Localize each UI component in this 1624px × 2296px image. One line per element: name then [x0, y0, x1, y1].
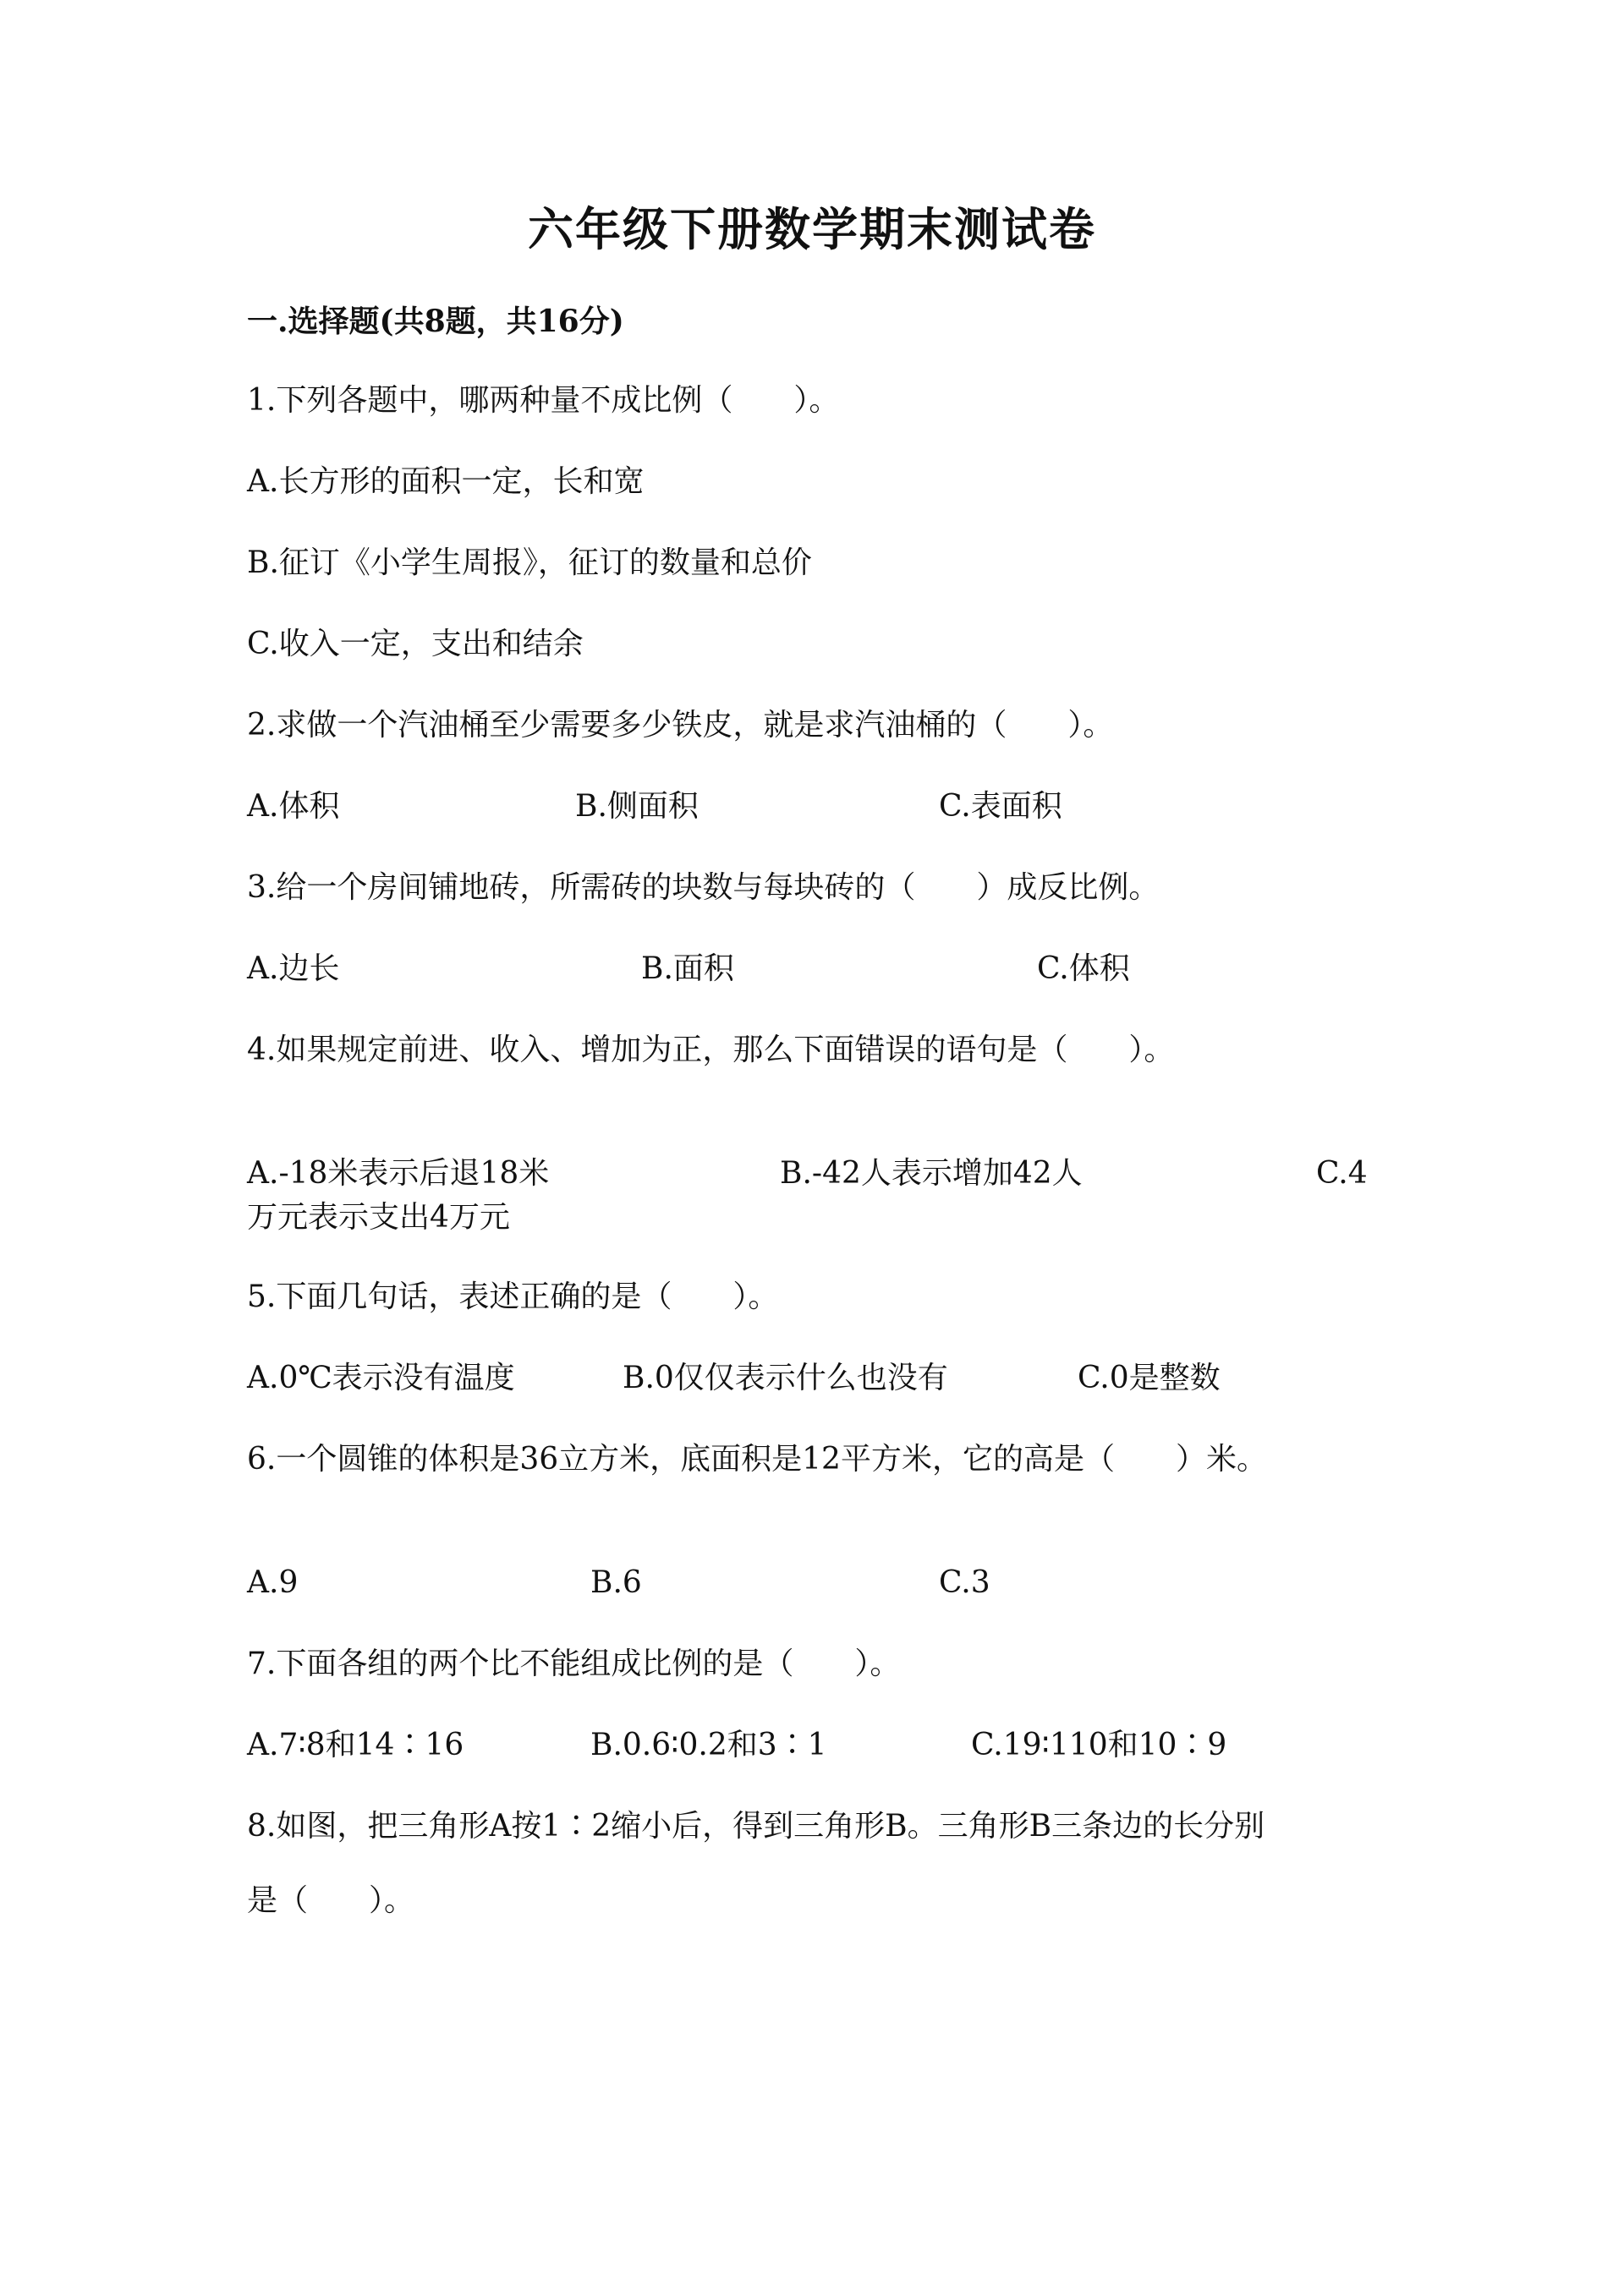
question-2-option-b: B.侧面积 — [575, 789, 699, 824]
question-4-option-b: B.-42人表示增加42人 — [780, 1156, 1083, 1191]
question-1-option-b: B.征订《小学生周报》，征订的数量和总价 — [247, 545, 812, 580]
question-7-stem: 7.下面各组的两个比不能组成比例的是（ ）。 — [247, 1647, 901, 1681]
question-3-option-c: C.体积 — [1037, 951, 1130, 986]
question-6-option-a: A.9 — [247, 1565, 299, 1600]
question-6-option-c: C.3 — [939, 1565, 990, 1600]
question-4-option-a: A.-18米表示后退18米 — [247, 1156, 550, 1191]
question-2-option-a: A.体积 — [247, 789, 340, 824]
question-7-option-c: C.19∶110和10∶9 — [971, 1728, 1227, 1762]
page-title: 六年级下册数学期末测试卷 — [528, 202, 1096, 256]
question-1-option-c: C.收入一定，支出和结余 — [247, 627, 584, 661]
question-8-stem-line-1: 8.如图，把三角形A按1∶2缩小后，得到三角形B。三角形B三条边的长分别 — [247, 1809, 1265, 1844]
question-2-stem: 2.求做一个汽油桶至少需要多少铁皮，就是求汽油桶的（ ）。 — [247, 708, 1114, 743]
question-7-option-a: A.7∶8和14∶16 — [247, 1728, 464, 1762]
question-3-option-b: B.面积 — [641, 951, 734, 986]
question-4-stem: 4.如果规定前进、收入、增加为正，那么下面错误的语句是（ ）。 — [247, 1033, 1175, 1067]
question-4-option-c-continued: 万元表示支出4万元 — [247, 1200, 510, 1235]
question-5-option-a: A.0℃表示没有温度 — [247, 1361, 515, 1395]
question-7-option-b: B.0.6∶0.2和3∶1 — [590, 1728, 827, 1762]
question-3-option-a: A.边长 — [247, 951, 340, 986]
question-5-option-c: C.0是整数 — [1078, 1361, 1221, 1395]
question-6-option-b: B.6 — [590, 1565, 642, 1600]
question-1-option-a: A.长方形的面积一定，长和宽 — [247, 464, 645, 499]
section-heading: 一.选择题(共8题，共16分) — [247, 304, 624, 339]
question-3-stem: 3.给一个房间铺地砖，所需砖的块数与每块砖的（ ）成反比例。 — [247, 870, 1160, 905]
question-6-stem: 6.一个圆锥的体积是36立方米，底面积是12平方米，它的高是（ ）米。 — [247, 1442, 1267, 1477]
question-4-option-c: C.4 — [1316, 1156, 1368, 1191]
question-5-stem: 5.下面几句话，表述正确的是（ ）。 — [247, 1280, 779, 1314]
question-5-option-b: B.0仅仅表示什么也没有 — [623, 1361, 948, 1395]
question-8-stem-line-2: 是（ ）。 — [247, 1883, 415, 1918]
question-1-stem: 1.下列各题中，哪两种量不成比例（ ）。 — [247, 383, 840, 418]
question-2-option-c: C.表面积 — [939, 789, 1062, 824]
